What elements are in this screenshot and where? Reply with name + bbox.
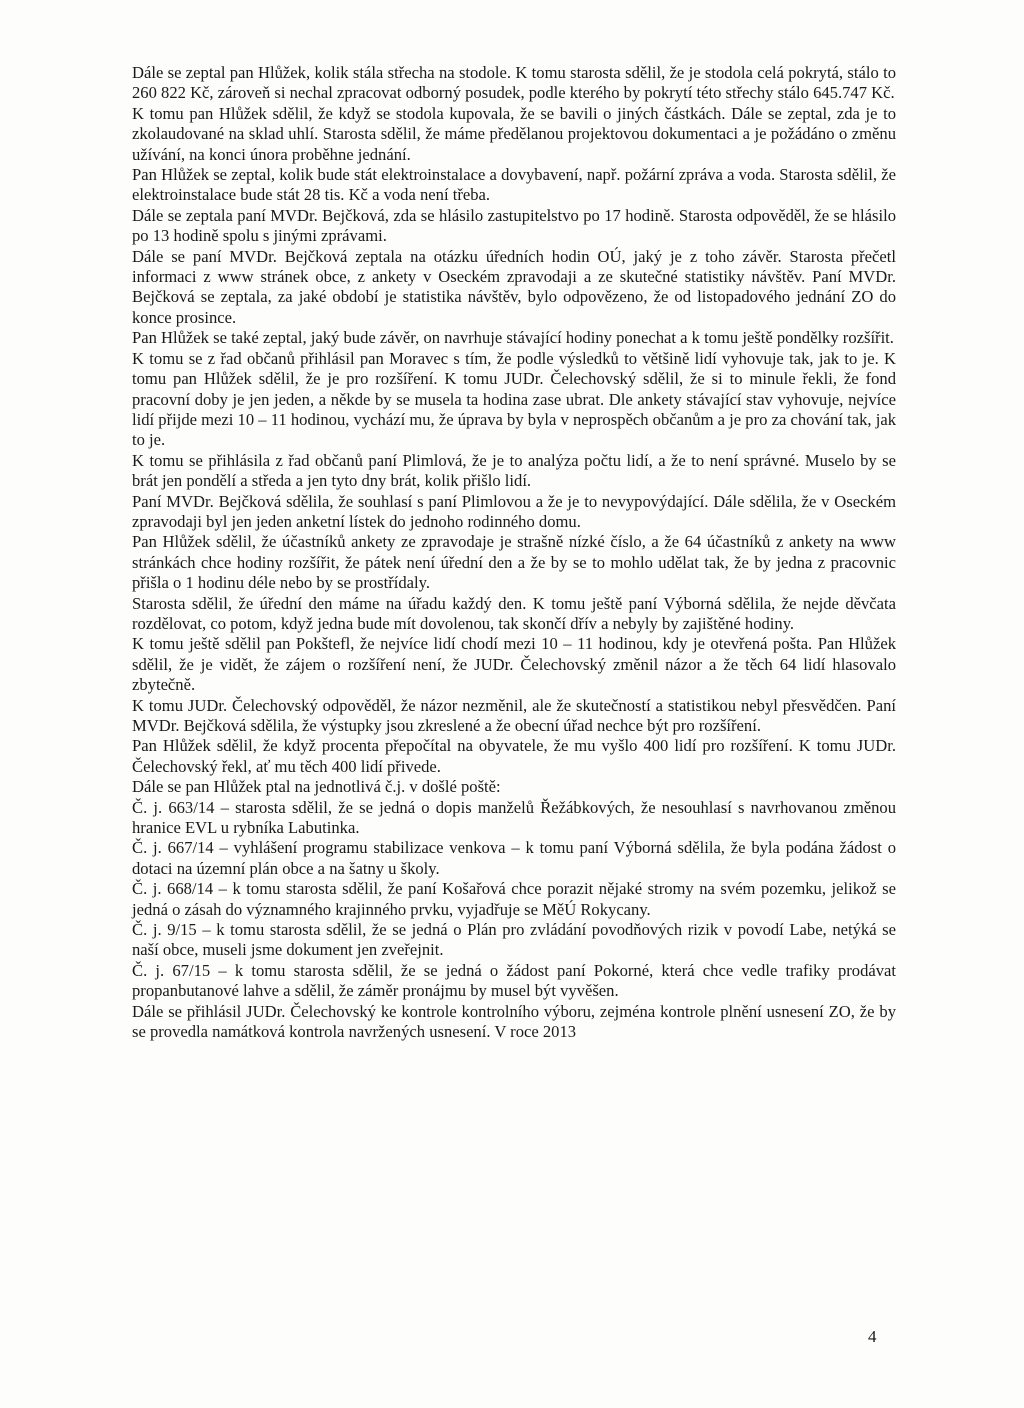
paragraph: Č. j. 9/15 – k tomu starosta sdělil, že se jedná o Plán pro zvládání povodňových rizik v povodí Labe, netýká se naší obce, museli jsme dokument jen zveřejnit.: [132, 920, 896, 960]
paragraph: Dále se zeptala paní MVDr. Bejčková, zda se hlásilo zastupitelstvo po 17 hodině. Starosta odpověděl, že se hlásilo po 13 hodině spolu s jinými zprávami.: [132, 205, 896, 246]
paragraph: K tomu pan Hlůžek sdělil, že když se stodola kupovala, že se bavili o jiných částkách. Dále se zeptal, zda je to zkolaudované na sklad uhlí. Starosta sdělil, že máme předělanou projektovou dokumentaci a je požádáno o změnu užívání, na konci února proběhne jednání.: [132, 103, 896, 164]
paragraph: Pan Hlůžek sdělil, že když procenta přepočítal na obyvatele, že mu vyšlo 400 lidí pro rozšíření. K tomu JUDr. Čelechovský řekl, ať mu těch 400 lidí přivede.: [132, 736, 896, 776]
paragraph: Dále se paní MVDr. Bejčková zeptala na otázku úředních hodin OÚ, jaký je z toho závěr. Starosta přečetl informaci z www stránek obce, z ankety v Oseckém zpravodaji a ze skutečné statistiky návštěv. Paní MVDr. Bejčková se zeptala, za jaké období je statistika návštěv, bylo odpovězeno, že od listopadového jednání ZO do konce prosince.: [132, 246, 896, 327]
paragraph: Č. j. 668/14 – k tomu starosta sdělil, že paní Košařová chce porazit nějaké stromy na svém pozemku, jelikož se jedná o zásah do významného krajinného prvku, vyjadřuje se MěÚ Rokycany.: [132, 879, 896, 919]
page-number: 4: [868, 1327, 877, 1346]
paragraph: Č. j. 663/14 – starosta sdělil, že se jedná o dopis manželů Řežábkových, že nesouhlasí s navrhovanou změnou hranice EVL u rybníka Labutinka.: [132, 797, 896, 838]
paragraph: Č. j. 667/14 – vyhlášení programu stabilizace venkova – k tomu paní Výborná sdělila, že byla podána žádost o dotaci na územní plán obce a na šatny u školy.: [132, 838, 896, 878]
paragraph: K tomu ještě sdělil pan Pokštefl, že nejvíce lidí chodí mezi 10 – 11 hodinou, kdy je otevřená pošta. Pan Hlůžek sdělil, že je vidět, že zájem o rozšíření není, že JUDr. Čelechovský změnil názor a že těch 64 lidí hlasovalo zbytečně.: [132, 634, 896, 695]
paragraph: Dále se zeptal pan Hlůžek, kolik stála střecha na stodole. K tomu starosta sdělil, že je stodola celá pokrytá, stálo to 260 822 Kč, zároveň si nechal zpracovat odborný posudek, podle kterého by pokrytí této střechy stálo 645.747 Kč.: [132, 63, 896, 103]
paragraph: Dále se pan Hlůžek ptal na jednotlivá č.j. v došlé poště:: [132, 777, 501, 797]
document-body: [132, 63, 896, 1043]
paragraph: Starosta sdělil, že úřední den máme na úřadu každý den. K tomu ještě paní Výborná sdělila, že nejde děvčata rozdělovat, co potom, když jedna bude mít dovolenou, tak skončí dřív a nebyly by zajištěné hodiny.: [132, 593, 896, 633]
paragraph: Paní MVDr. Bejčková sdělila, že souhlasí s paní Plimlovou a že je to nevypovýdající. Dále sdělila, že v Oseckém zpravodaji byl jen jeden anketní lístek do jednoho rodinného domu.: [132, 491, 896, 531]
paragraph: K tomu JUDr. Čelechovský odpověděl, že názor nezměnil, ale že skutečností a statistikou nebyl přesvědčen. Paní MVDr. Bejčková sdělila, že výstupky jsou zkreslené a že obecní úřad nechce být pro rozšíření.: [132, 695, 896, 735]
paragraph: K tomu se přihlásila z řad občanů paní Plimlová, že je to analýza počtu lidí, a že to není správné. Muselo by se brát jen pondělí a středa a jen tyto dny brát, kolik přišlo lidí.: [132, 450, 896, 491]
paragraph: Pan Hlůžek se zeptal, kolik bude stát elektroinstalace a dovybavení, např. požární zpráva a voda. Starosta sdělil, že elektroinstalace bude stát 28 tis. Kč a voda není třeba.: [132, 165, 896, 205]
paragraph: K tomu se z řad občanů přihlásil pan Moravec s tím, že podle výsledků to většině lidí vyhovuje tak, jak to je. K tomu pan Hlůžek sdělil, že je pro rozšíření. K tomu JUDr. Čelechovský sdělil, že si to minule řekli, že fond pracovní doby je jen jeden, a někde by se musela ta hodina zase ubrat. Dle ankety stávající stav vyhovuje, nejvíce lidí přijde mezi 10 – 11 hodinou, vychází mu, že úprava by byla v neprospěch občanům a je pro za chování tak, jak to je.: [132, 348, 896, 450]
paragraph: Pan Hlůžek se také zeptal, jaký bude závěr, on navrhuje stávající hodiny ponechat a k tomu ještě pondělky rozšířit.: [132, 328, 894, 348]
paragraph: Dále se přihlásil JUDr. Čelechovský ke kontrole kontrolního výboru, zejména kontrole plnění usnesení ZO, že by se provedla namátková kontrola navržených usnesení. V roce 2013: [132, 1001, 896, 1042]
paragraph: Č. j. 67/15 – k tomu starosta sdělil, že se jedná o žádost paní Pokorné, která chce vedle trafiky prodávat propanbutanové lahve a sdělil, že záměr pronájmu by musel být vyvěšen.: [132, 960, 896, 1001]
paragraph: Pan Hlůžek sdělil, že účastníků ankety ze zpravodaje je strašně nízké číslo, a že 64 účastníků z ankety na www stránkách chce hodiny rozšířit, že pátek není úřední den a že by se to mohlo udělat tak, že by jedna z pracovnic přišla o 1 hodinu déle nebo by se prostřídaly.: [132, 532, 896, 593]
